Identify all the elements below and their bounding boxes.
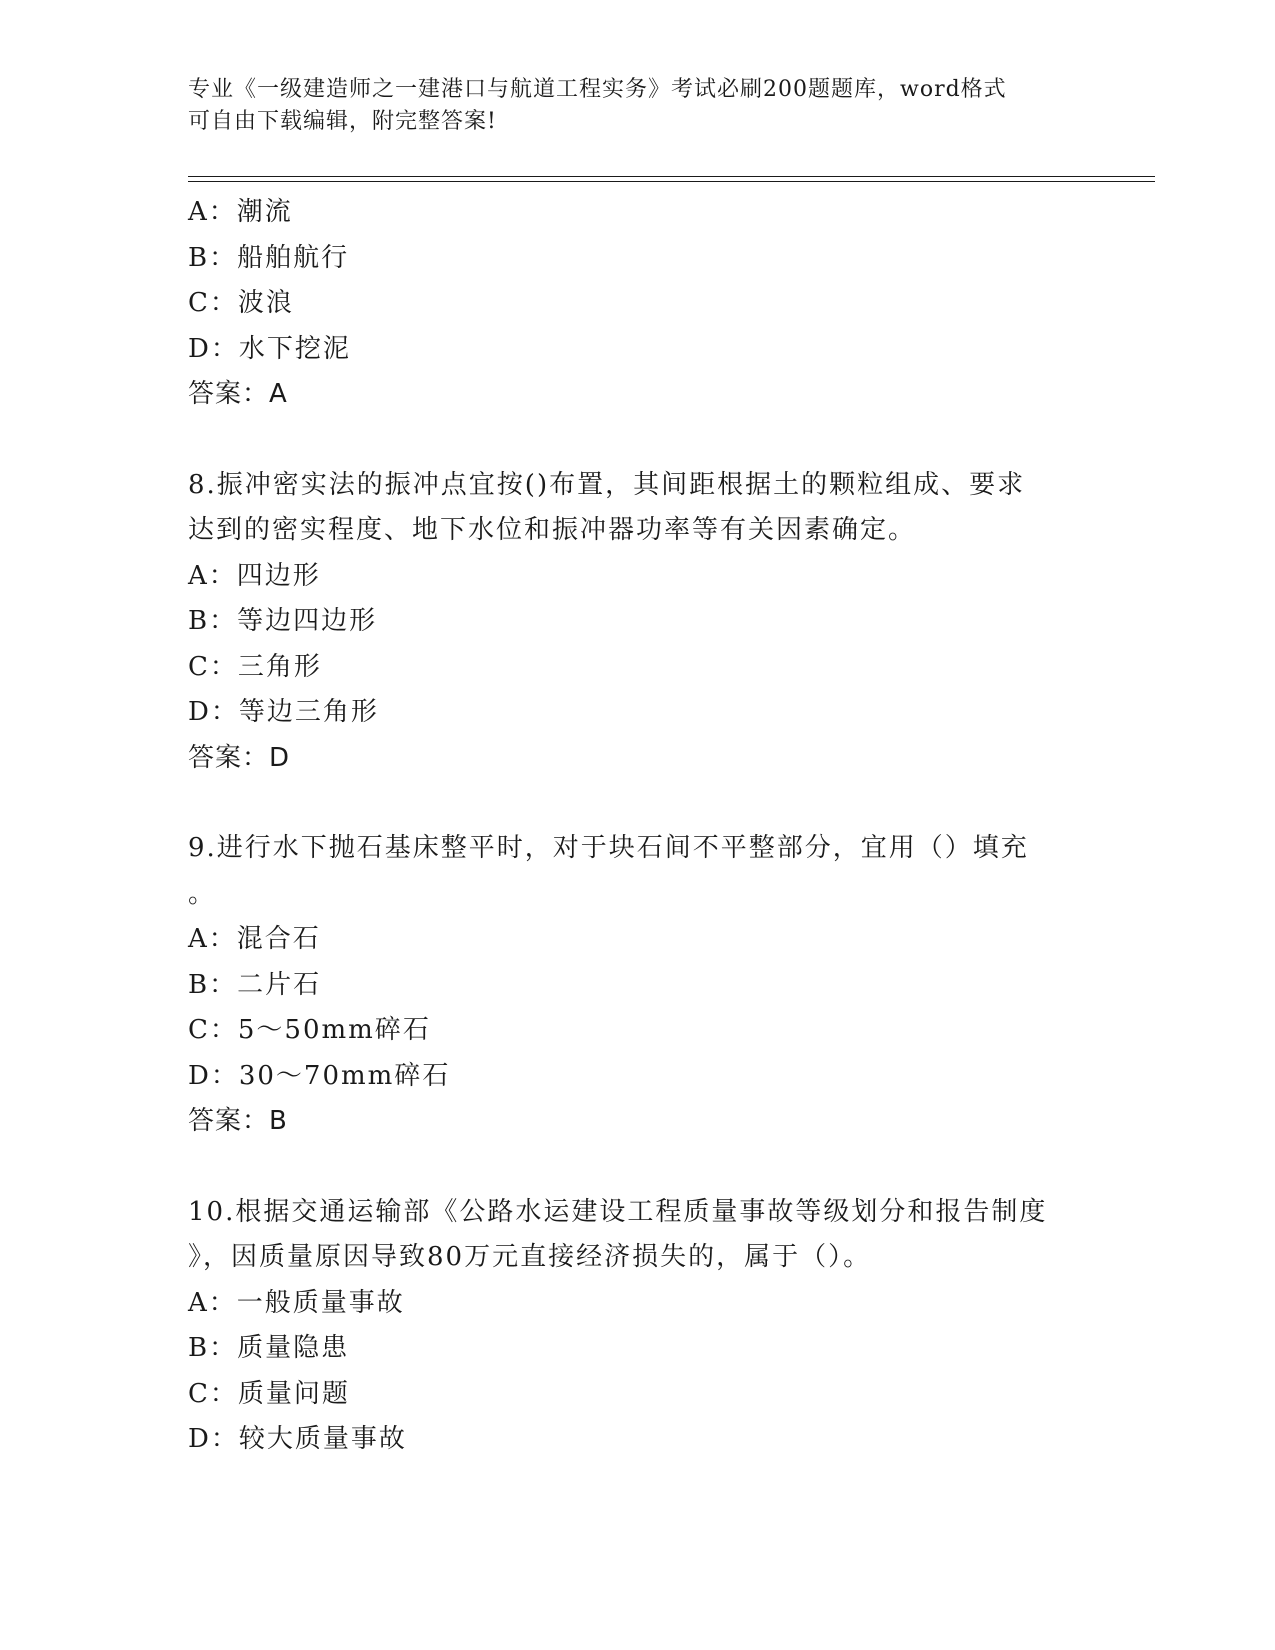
- option-b: B：质量隐患: [188, 1333, 350, 1363]
- header-title-line-1: 专业《一级建造师之一建港口与航道工程实务》考试必刷200题题库，word格式: [188, 77, 1007, 102]
- answer-line: 答案：B: [188, 1106, 288, 1136]
- option-a: A：四边形: [188, 560, 321, 591]
- question-stem-line-1: 10.根据交通运输部《公路水运建设工程质量事故等级划分和报告制度: [188, 1196, 1048, 1227]
- answer-line: 答案：A: [188, 379, 288, 409]
- header-divider-bottom: [188, 181, 1155, 182]
- option-c: C：波浪: [188, 288, 294, 318]
- option-d: D：水下挖泥: [188, 333, 351, 364]
- answer-line: 答案：D: [188, 742, 291, 773]
- option-d: D：等边三角形: [188, 697, 379, 727]
- question-block-8: [188, 463, 1088, 782]
- option-b: B：船舶航行: [188, 242, 350, 273]
- option-c: C：5～50mm碎石: [188, 1015, 431, 1045]
- option-a: A：潮流: [188, 197, 293, 227]
- header-divider-top: [188, 176, 1155, 177]
- question-block-7: [188, 190, 1088, 418]
- question-block-10: [188, 1190, 1088, 1463]
- option-b: B：二片石: [188, 969, 322, 1000]
- question-stem-line-1: 9.进行水下抛石基床整平时，对于块石间不平整部分，宜用（）填充: [188, 833, 1029, 863]
- document-header: [188, 74, 1088, 138]
- question-stem-line-1: 8.振冲密实法的振冲点宜按()布置，其间距根据土的颗粒组成、要求: [188, 469, 1026, 500]
- option-c: C：质量问题: [188, 1378, 350, 1409]
- option-b: B：等边四边形: [188, 606, 378, 636]
- option-a: A：一般质量事故: [188, 1287, 405, 1318]
- question-stem-line-2: 》，因质量原因导致80万元直接经济损失的，属于（）。: [188, 1242, 872, 1272]
- option-c: C：三角形: [188, 651, 322, 682]
- question-block-9: [188, 826, 1088, 1145]
- question-stem-line-2: 达到的密实程度、地下水位和振冲器功率等有关因素确定。: [188, 515, 917, 545]
- question-stem-line-2: 。: [188, 878, 217, 909]
- document-body: [188, 190, 1088, 1463]
- header-title-line-2: 可自由下载编辑，附完整答案!: [188, 109, 497, 134]
- option-d: D：30～70mm碎石: [188, 1060, 451, 1091]
- option-d: D：较大质量事故: [188, 1424, 407, 1454]
- option-a: A：混合石: [188, 924, 321, 954]
